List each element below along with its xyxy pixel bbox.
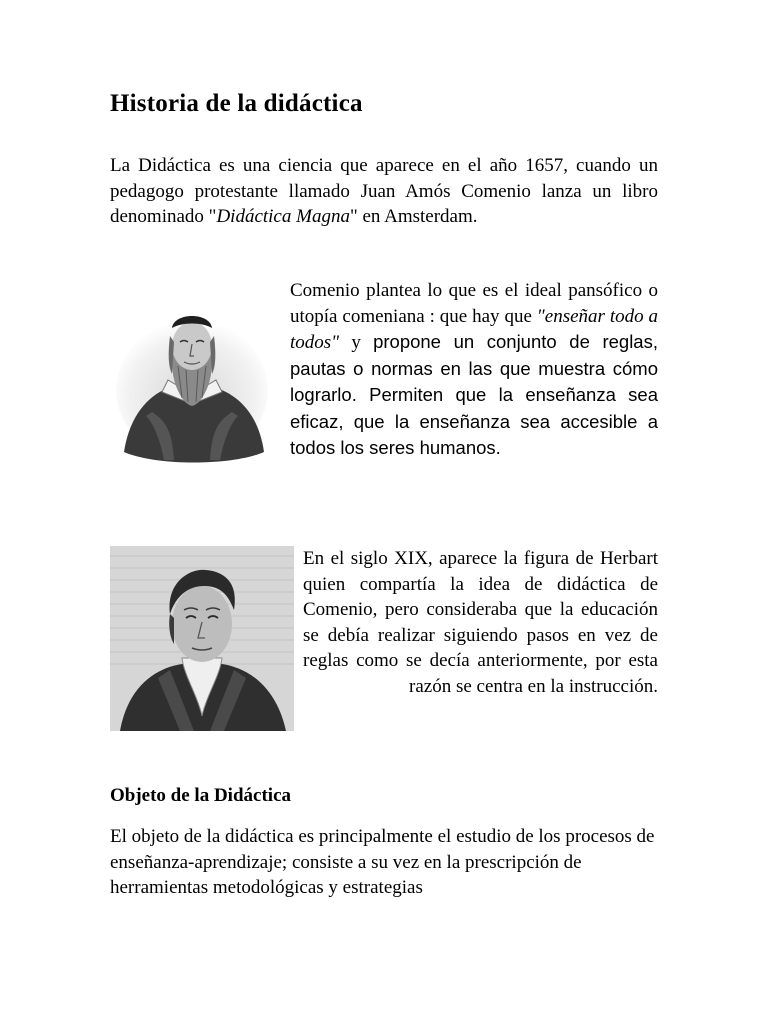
comenio-text-b: y [339, 332, 374, 353]
intro-text-part-2: " en Amsterdam. [349, 206, 478, 227]
section-heading: Objeto de la Didáctica [110, 785, 292, 806]
portrait-spacer [110, 546, 303, 750]
book-title: Didáctica Magna [216, 206, 350, 227]
herbart-text: En el siglo XIX, aparece la figura de Herbart quien compartía la idea de didáctica de Comenio, pero consideraba que la educación se debía realizar siguiendo pasos en vez de reglas como se decía anteriormente, por esta razón se centra en la instrucción. [303, 548, 658, 697]
intro-text-part-1: La Didáctica es una ciencia que aparece en el año 1657, cuando un pedagogo protestante llamado Juan Amós Comenio lanza un libro denominado " [110, 155, 658, 227]
objeto-paragraph: El objeto de la didáctica es principalmente el estudio de los procesos de enseñanza-aprendizaje; consiste a su vez en la prescripción de herramientas metodológicas y estrategias [110, 826, 655, 898]
comenio-motto: "enseñar todo a todos" [290, 305, 658, 353]
portrait-spacer [110, 278, 290, 482]
intro-paragraph [110, 153, 658, 230]
comenio-text-a: Comenio plantea lo que es el ideal pansófico o utopía comeniana : que hay que [290, 280, 658, 327]
page-title: Historia de la didáctica [110, 90, 363, 117]
comenio-paragraph [110, 278, 658, 482]
comenio-text-c: propone un conjunto de reglas, pautas o normas en las que muestra cómo lograrlo. Permiten que la enseñanza sea eficaz, que la enseñanza sea accesible a todos los seres humanos. [290, 331, 658, 458]
herbart-paragraph [110, 546, 658, 750]
